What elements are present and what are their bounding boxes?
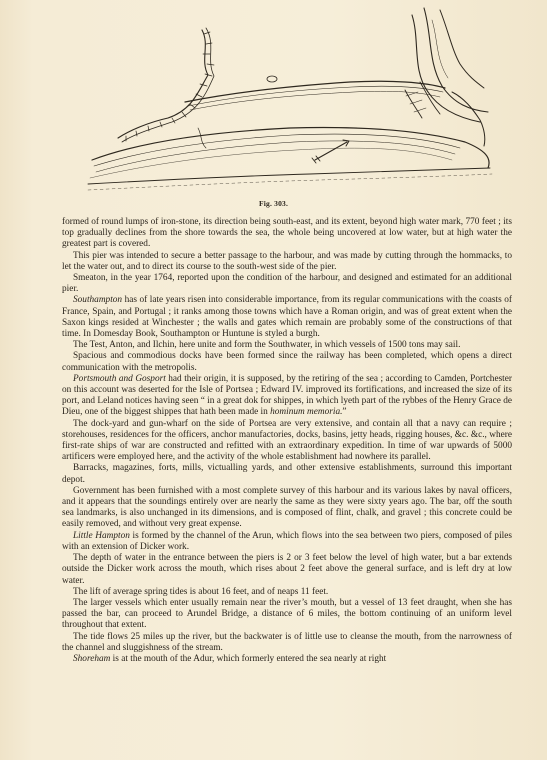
paragraph-text: The larger vessels which enter usually remain near the river’s mouth, but a vessel of 13 feet draught, when she has passed the bar, can proceed to Arundel Bridge, a distance of 6 miles, the bottom continuing of an uniform level throughout that extent.: [62, 597, 512, 631]
paragraph: [62, 273, 512, 295]
paragraph: [62, 463, 512, 485]
paragraph: [62, 340, 512, 351]
italic-text: Southampton: [73, 295, 123, 306]
body-text: [62, 217, 512, 665]
paragraph-text: The Test, Anton, and Ilchin, here unite and form the Southwater, in which vessels of 1500 tons may sail.: [73, 340, 461, 351]
paragraph-text: This pier was intended to secure a better passage to the harbour, and was made by cutting through the hommacks, to let the water out, and to direct its course to the south-west side of the pier.: [62, 250, 512, 272]
paragraph: [62, 251, 512, 273]
paragraph-text: Barracks, magazines, forts, mills, victualling yards, and other extensive establishments, surround this important depot.: [62, 463, 512, 485]
paragraph-text: The lift of average spring tides is about 16 feet, and of neaps 11 feet.: [73, 586, 329, 597]
paragraph-text: had their origin, it is supposed, by the retiring of the sea ; according to Camden, Portchester on this account was deserted for the Isle of Portsea ; Edward IV. improved its fortifications, and increased the size of its port, and Leland notices having seen “ in a great dok for shippes, in which lyeth part of the rybbes of the Henry Grace de Dieu, one of the biggest shippes that hath been made in: [62, 373, 512, 418]
paragraph-text: ”: [342, 407, 347, 418]
paragraph-text: is at the mouth of the Adur, which formerly entered the sea nearly at right: [110, 653, 387, 664]
italic-text: Little Hampton: [73, 530, 130, 541]
paragraph-text: formed of round lumps of iron-stone, its direction being south-east, and its extent, beyond high water mark, 770 feet ; its top gradually declines from the shore towards the sea, the whole being uncovered at low water, but at high water the greatest part is covered.: [62, 217, 512, 250]
harbour-map-engraving: [60, 0, 500, 200]
italic-text: hominum memoria.: [270, 407, 343, 418]
italic-text: Portsmouth and Gosport: [73, 373, 166, 384]
paragraph-text: has of late years risen into considerable importance, from its regular communications with the coasts of France, Spain, and Portugal ; it ranks among those towns which have a Roman origin, and was of great extent when the Saxon kings resided at Winchester ; the walls and gates which remain are probably some of the constructions of that time. In Domesday Book, Southampton or Huntune is styled a burgh.: [62, 295, 512, 340]
paragraph: [62, 587, 512, 598]
paragraph-text: Spacious and commodious docks have been formed since the railway has been completed, which opens a direct communication with the metropolis.: [62, 351, 512, 373]
paragraph-text: The tide flows 25 miles up the river, but the backwater is of little use to cleanse the mouth, from the narrowness of the channel and sluggishness of the stream.: [62, 631, 512, 653]
paragraph: [62, 598, 512, 632]
paragraph-text: Smeaton, in the year 1764, reported upon the condition of the harbour, and designed and estimated for an additional pier.: [62, 273, 512, 295]
paragraph: [62, 217, 512, 251]
paragraph: [62, 295, 512, 340]
paragraph: [62, 632, 512, 654]
paragraph: [62, 531, 512, 553]
harbour-map-figure: [60, 0, 500, 200]
paragraph: [62, 654, 512, 665]
paragraph-text: is formed by the channel of the Arun, which flows into the sea between two piers, composed of piles with an extension of Dicker work.: [62, 530, 512, 552]
paragraph: [62, 486, 512, 531]
paragraph: [62, 553, 512, 587]
paragraph-text: The depth of water in the entrance between the piers is 2 or 3 feet below the level of high water, but a bar extends outside the Dicker work across the mouth, which rises about 2 feet above the general surface, and is left dry at low water.: [62, 553, 512, 586]
figure-caption: Fig. 303.: [258, 199, 289, 208]
paragraph-text: Government has been furnished with a most complete survey of this harbour and its various lakes by naval officers, and it appears that the soundings entirely over are nearly the same as they were sixty years ago. The bar, off the south sea landmarks, is also unchanged in its dimensions, and is composed of flint, chalk, and gravel ; this concrete could be easily removed, and without very great expense.: [62, 485, 512, 530]
paragraph-text: The dock-yard and gun-wharf on the side of Portsea are very extensive, and contain all that a navy can require ; storehouses, residences for the officers, anchor manufactories, docks, basins, jetty heads, rigging houses, &c. &c., where first-rate ships of war are constructed and refitted with an extraordinary expedition. In time of war upwards of 5000 artificers were employed here, and the activity of the whole establishment had nowhere its parallel.: [62, 418, 512, 463]
paragraph: [62, 374, 512, 419]
paragraph: [62, 419, 512, 464]
paragraph: [62, 351, 512, 373]
italic-text: Shoreham: [73, 653, 111, 664]
